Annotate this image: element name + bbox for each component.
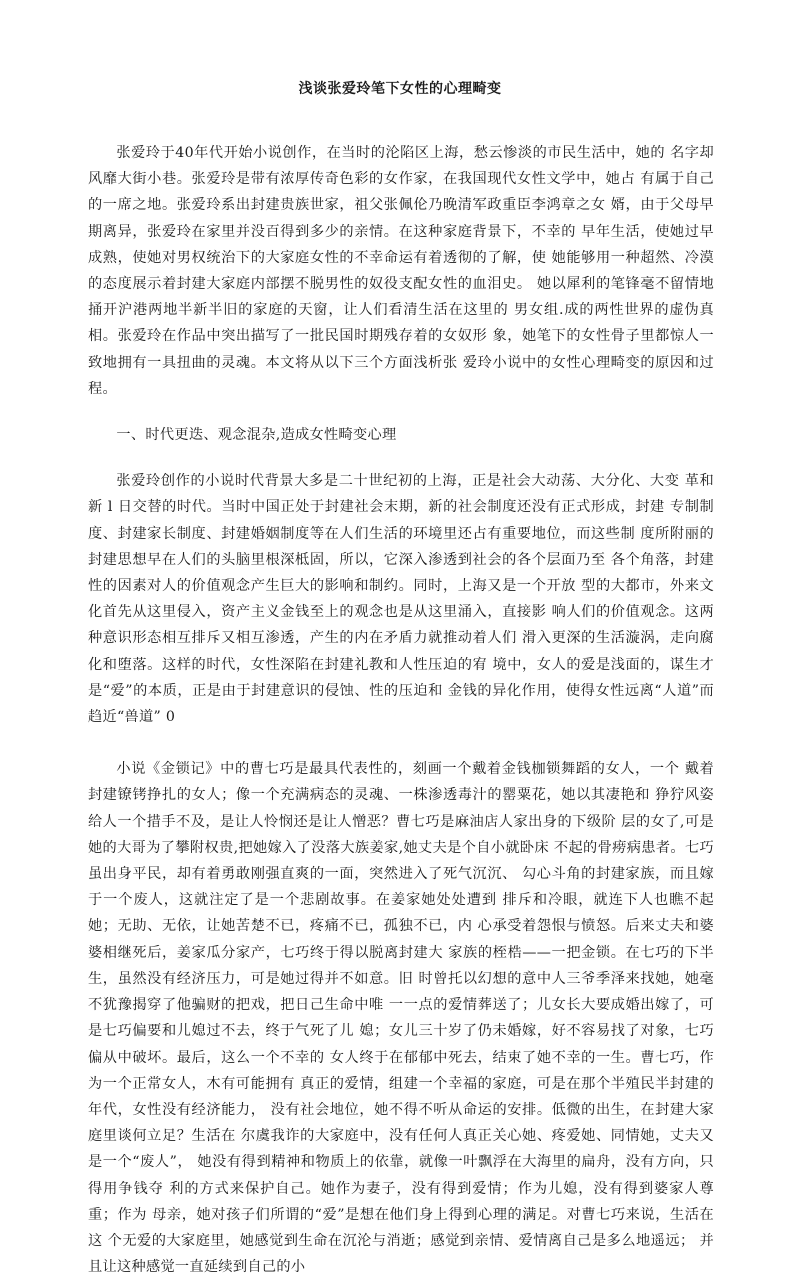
spacer bbox=[88, 730, 714, 756]
section-heading: 一、时代更迭、观念混杂,造成女性畸变心理 bbox=[116, 427, 397, 444]
spacer bbox=[88, 448, 714, 468]
document-title: 浅谈张爱玲笔下女性的心理畸变 bbox=[298, 81, 502, 97]
document-body bbox=[88, 140, 714, 1280]
section-paragraph-2: 小说《金锁记》中的曹七巧是最具代表性的，刻画一个戴着金钱枷锁舞蹈的女人，一个 戴着封建镣铐挣扎的女人；像一个充满病态的灵魂、一株渗透毒汁的罂粟花，她以其凄艳和 狰狞风姿给人一个措手不及，是让人怜悯还是让人憎恶？曹七巧是麻油店人家出身的下级阶 层的女了,可是她的大哥为了攀附权贵,把她嫁入了没落大族姜家,她丈夫是个自小就卧床 不起的骨痨病患者。七巧虽出身平民，却有着勇敢刚强直爽的一面，突然进入了死气沉沉、 勾心斗角的封建家族，而且嫁于一个废人，这就注定了是一个悲剧故事。在姜家她处处遭到 排斥和冷眼，就连下人也瞧不起她；无助、无依，让她苦楚不已，疼痛不已，孤独不已，内 心承受着怨恨与愤怒。后来丈夫和婆婆相继死后，姜家瓜分家产，七巧终于得以脱离封建大 家族的桎梏——一把金锁。在七巧的下半生，虽然没有经济压力，可是她过得并不如意。旧 时曾托以幻想的意中人三爷季泽来找她，她毫不犹豫揭穿了他骗财的把戏，把日己生命中唯 一一点的爱情葬送了；儿女长大要成婚出嫁了，可是七巧偏要和儿媳过不去，终于气死了儿 媳；女儿三十岁了仍未婚嫁，好不容易找了对象，七巧偏从中破坏。最后，这么一个不幸的 女人终于在郁郁中死去，结束了她不幸的一生。曹七巧，作为一个正常女人，木有可能拥有 真正的爱情，组建一个幸福的家庭，可是在那个半殖民半封建的年代，女性没有经济能力， 没有社会地位，她不得不听从命运的安排。低微的出生，在封建大家庭里谈何立足？生活在 尔虞我诈的大家庭中，没有任何人真正关心她、疼爱她、同情她，丈夫又是一个“废人”， 她没有得到精神和物质上的依靠，就像一叶飘浮在大海里的扁舟，没有方向，只得用争钱夺 利的方式来保护自己。她作为妻子，没有得到爱情；作为儿媳，没有得到婆家人尊重；作为 母亲，她对孩子们所谓的“爱”是想在他们身上得到心理的满足。对曹七巧来说，生活在这 个无爱的大家庭里，她感觉到生命在沉沦与消逝；感觉到亲情、爱情离自己是多么地遥远； 并且让这种感觉一直延续到自己的小 bbox=[88, 761, 714, 1276]
spacer bbox=[88, 402, 714, 422]
intro-paragraph: 张爱玲于40年代开始小说创作，在当时的沦陷区上海，愁云惨淡的市民生活中，她的 名字却风靡大街小巷。张爱玲是带有浓厚传奇色彩的女作家，在我国现代女性文学中，她占 有属于自己的一席之地。张爱玲系出封建贵族世家，祖父张佩伦乃晚清军政重臣李鸿章之女 婿，由于父母早期离异，张爱玲在家里并没百得到多少的亲情。在这种家庭背景下，不幸的 早年生活，使她过早成熟，使她对男权统治下的大家庭女性的不幸命运有着透彻的了解，使 她能够用一种超然、冷漠的态度展示着封建大家庭内部摆不脱男性的奴役支配女性的血泪史。 她以犀利的笔锋毫不留情地捅开沪港两地半新半旧的家庭的天窗，让人们看清生活在这里的 男女组.成的两性世界的虚伪真相。张爱玲在作品中突出描写了一批民国时期残存着的女奴形 象，她笔下的女性骨子里都惊人一致地拥有一具扭曲的灵魂。本文将从以下三个方面浅析张 爱玲小说中的女性心理畸变的原因和过程。 bbox=[88, 145, 714, 397]
section-paragraph-1: 张爱玲创作的小说时代背景大多是二十世纪初的上海，正是社会大动荡、大分化、大变 革和新 l 日交替的时代。当时中国正处于封建社会末期，新的社会制度还没有正式形成，封建 专制制度、封建家长制度、封建婚姻制度等在人们生活的环境里还占有重要地位，而这些制 度所附丽的封建思想早在人们的头脑里根深柢固，所以，它深入渗透到社会的各个层面乃至 各个角落，封建性的因素对人的价值观念产生巨大的影响和制约。同时，上海又是一个开放 型的大都市，外来文化首先从这里侵入，资产主义金钱至上的观念也是从这里涌入，直接影 响人们的价值观念。这两种意识形态相互排斥又相互渗透，产生的内在矛盾力就推动着人们 滑入更深的生活漩涡，走向腐化和堕落。这样的时代，女性深陷在封建礼教和人性压迫的宥 境中，女人的爱是浅面的，谋生才是“爱”的本质，正是由于封建意识的侵蚀、性的压迫和 金钱的异化作用，使得女性远离“人道”而趋近“兽道” 0 bbox=[88, 473, 714, 726]
